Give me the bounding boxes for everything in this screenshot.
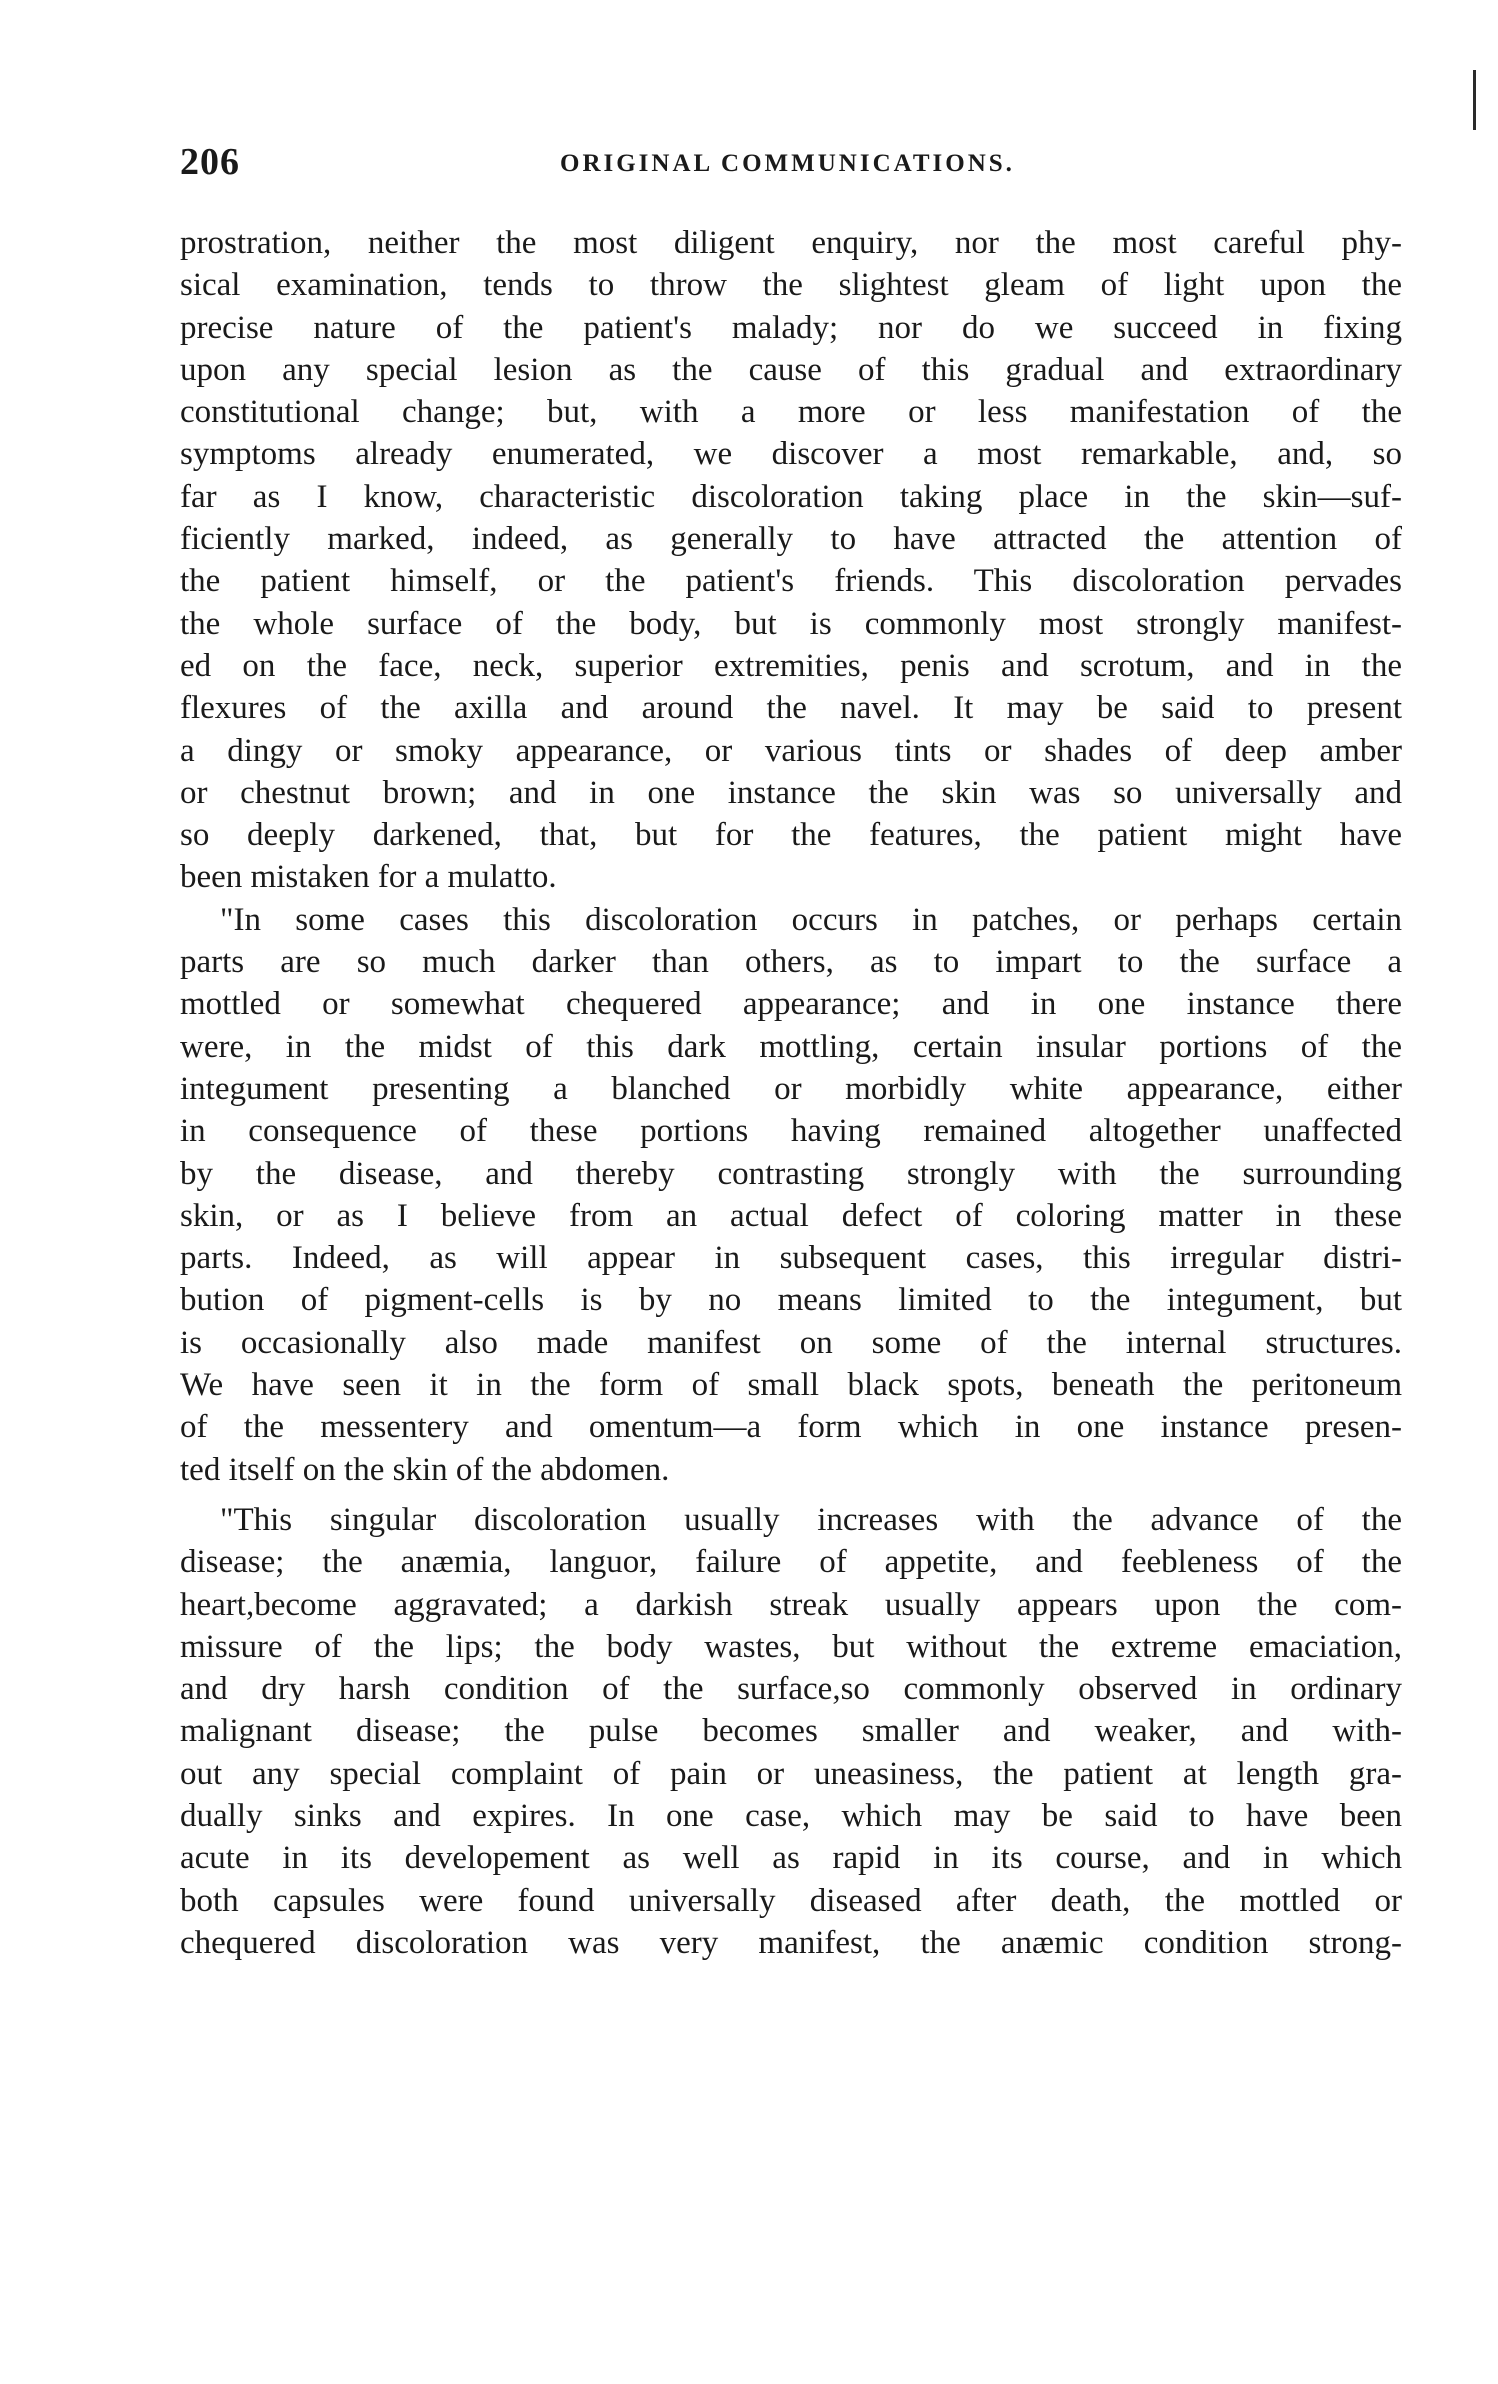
body-text <box>180 222 1402 1964</box>
text-line: and dry harsh condition of the surface,so commonly observed in ordinary <box>180 1671 1402 1708</box>
page-number: 206 <box>180 141 240 183</box>
text-line: far as I know, characteristic discoloration taking place in the skin—suf- <box>180 478 1402 515</box>
text-line: were, in the midst of this dark mottling, certain insular portions of the <box>180 1028 1402 1065</box>
text-line: "In some cases this discoloration occurs in patches, or perhaps certain <box>220 901 1402 938</box>
text-line: a dingy or smoky appearance, or various tints or shades of deep amber <box>180 732 1402 769</box>
text-line: ed on the face, neck, superior extremities, penis and scrotum, and in the <box>180 647 1402 684</box>
paragraph-gap <box>180 1491 1402 1499</box>
text-line: flexures of the axilla and around the navel. It may be said to present <box>180 690 1402 727</box>
text-line: We have seen it in the form of small black spots, beneath the peritoneum <box>180 1367 1402 1404</box>
text-line: skin, or as I believe from an actual defect of coloring matter in these <box>180 1197 1402 1234</box>
text-line: heart,become aggravated; a darkish streak usually appears upon the com- <box>180 1586 1402 1623</box>
paragraph-3 <box>180 1499 1402 1964</box>
text-line: out any special complaint of pain or uneasiness, the patient at length gra- <box>180 1755 1402 1792</box>
text-line: malignant disease; the pulse becomes smaller and weaker, and with- <box>180 1713 1402 1750</box>
text-line: prostration, neither the most diligent enquiry, nor the most careful phy- <box>180 225 1402 261</box>
text-line: ted itself on the skin of the abdomen. <box>180 1451 670 1488</box>
text-line: ficiently marked, indeed, as generally to have attracted the attention of <box>180 521 1402 558</box>
text-line: by the disease, and thereby contrasting strongly with the surrounding <box>180 1155 1402 1192</box>
text-line: of the messentery and omentum—a form which in one instance presen- <box>180 1409 1402 1446</box>
paragraph-1 <box>180 222 1402 899</box>
text-line: the whole surface of the body, but is commonly most strongly manifest- <box>180 605 1402 642</box>
text-line: integument presenting a blanched or morbidly white appearance, either <box>180 1070 1402 1107</box>
text-line: so deeply darkened, that, but for the features, the patient might have <box>180 817 1402 854</box>
text-line: in consequence of these portions having remained altogether unaffected <box>180 1113 1402 1150</box>
text-line: precise nature of the patient's malady; nor do we succeed in fixing <box>180 309 1402 346</box>
text-line: missure of the lips; the body wastes, but without the extreme emaciation, <box>180 1628 1402 1665</box>
text-line: acute in its developement as well as rapid in its course, and in which <box>180 1840 1402 1877</box>
text-line: is occasionally also made manifest on some of the internal structures. <box>180 1324 1402 1361</box>
text-line: upon any special lesion as the cause of this gradual and extraordinary <box>180 351 1402 388</box>
paragraph-2 <box>180 899 1402 1491</box>
page-header <box>180 140 1380 190</box>
text-line: dually sinks and expires. In one case, which may be said to have been <box>180 1797 1402 1834</box>
text-line: parts. Indeed, as will appear in subsequent cases, this irregular distri- <box>180 1240 1402 1277</box>
text-line: the patient himself, or the patient's friends. This discoloration pervades <box>180 563 1402 600</box>
text-line: chequered discoloration was very manifest, the anæmic condition strong- <box>180 1924 1402 1961</box>
text-line: constitutional change; but, with a more or less manifestation of the <box>180 394 1402 431</box>
text-line: symptoms already enumerated, we discover a most remarkable, and, so <box>180 436 1402 473</box>
text-line: "This singular discoloration usually increases with the advance of the <box>220 1501 1402 1538</box>
text-line: bution of pigment-cells is by no means limited to the integument, but <box>180 1282 1402 1319</box>
text-line: or chestnut brown; and in one instance the skin was so universally and <box>180 774 1402 811</box>
text-line: been mistaken for a mulatto. <box>180 859 557 896</box>
text-line: parts are so much darker than others, as to impart to the surface a <box>180 944 1402 981</box>
text-line: disease; the anæmia, languor, failure of appetite, and feebleness of the <box>180 1544 1402 1581</box>
running-head: ORIGINAL COMMUNICATIONS. <box>560 150 1015 177</box>
text-line: sical examination, tends to throw the slightest gleam of light upon the <box>180 267 1402 304</box>
text-line: mottled or somewhat chequered appearance; and in one instance there <box>180 986 1402 1023</box>
page-edge-mark <box>1473 70 1476 130</box>
text-line: both capsules were found universally diseased after death, the mottled or <box>180 1882 1402 1919</box>
